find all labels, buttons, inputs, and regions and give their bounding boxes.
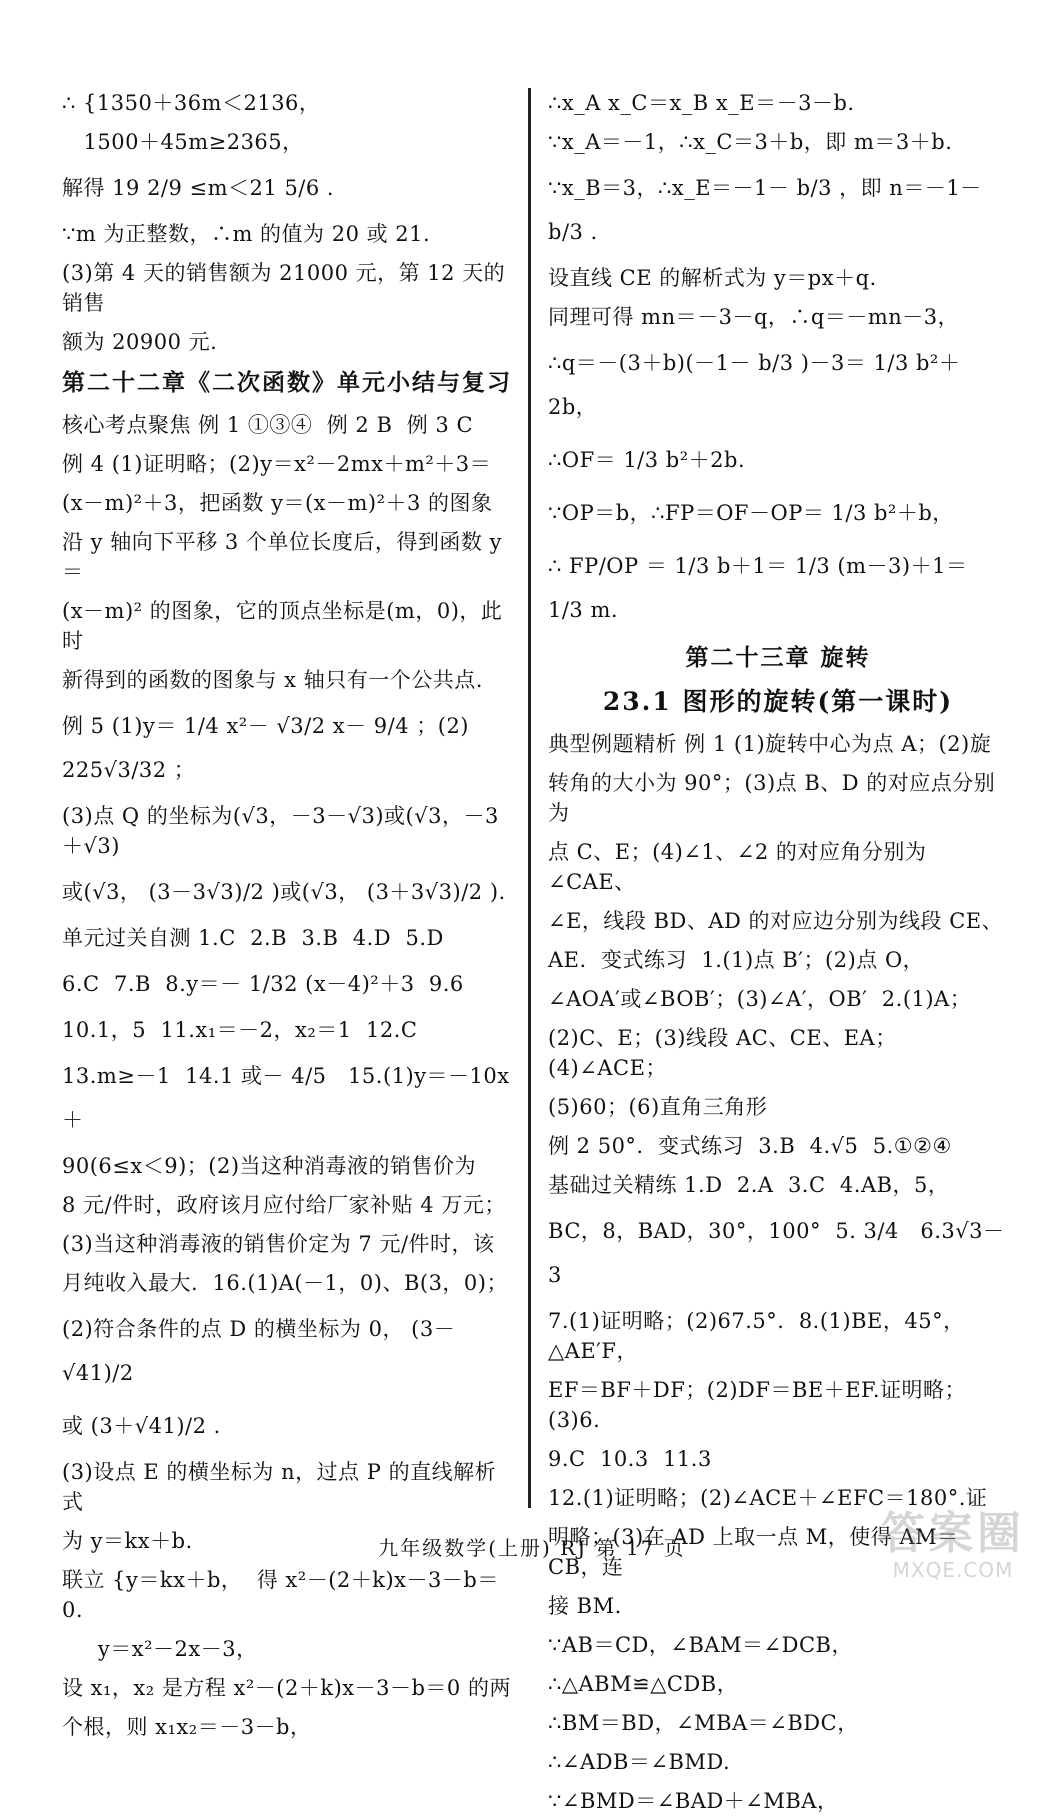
text-line: 转角的大小为 90°；(3)点 B、D 的对应点分别为	[548, 771, 996, 825]
text-line: (2)C、E；(3)线段 AC、CE、EA；(4)∠ACE；	[548, 1026, 897, 1080]
text-line: AE. 变式练习 1.(1)点 B′；(2)点 O，	[548, 948, 925, 972]
text-line: 1500＋45m≥2365，	[62, 130, 304, 154]
watermark-logo	[860, 1510, 1046, 1584]
text-line: ∵∠BMD＝∠BAD＋∠MBA，	[548, 1789, 839, 1813]
text-line: BC，8，BAD，30°，100° 5. 3/4 6.3√3－3	[548, 1219, 1005, 1287]
text-line: ∵OP＝b，∴FP＝OF－OP＝ 1/3 b²＋b，	[548, 501, 954, 525]
text-line: ∴△ABM≌△CDB，	[548, 1672, 739, 1696]
text-line: y＝x²－2x－3，	[62, 1637, 258, 1661]
text-line: 接 BM.	[548, 1594, 622, 1618]
text-line: (x－m)² 的图象，它的顶点坐标是(m，0)，此时	[62, 599, 503, 653]
text-line: 个根，则 x₁x₂＝－3－b，	[62, 1715, 312, 1739]
text-line: 点 C、E；(4)∠1、∠2 的对应角分别为∠CAE、	[548, 840, 927, 894]
text-line: 12.(1)证明略；(2)∠ACE＋∠EFC＝180°.证	[548, 1486, 988, 1510]
watermark-url: MXQE.COM	[892, 1558, 1014, 1582]
text-line: ∴BM＝BD，∠MBA＝∠BDC，	[548, 1711, 859, 1735]
text-line: 6.C 7.B 8.y＝－ 1/32 (x－4)²＋3 9.6	[62, 972, 464, 996]
text-line: 核心考点聚焦 例 1 ①③④ 例 2 B 例 3 C	[62, 413, 474, 437]
text-line: 明略；(3)在 AD 上取一点 M，使得 AM＝CB，连	[548, 1525, 959, 1579]
text-line: ∴x_A x_C＝x_B x_E＝－3－b.	[548, 91, 855, 115]
page-footer: 九年级数学(上册) RJ 第 17 页	[378, 1536, 686, 1560]
text-line: 13.m≥－1 14.1 或－ 4/5 15.(1)y＝－10x＋	[62, 1064, 510, 1132]
text-line: 9.C 10.3 11.3	[548, 1447, 712, 1471]
text-line: (2)符合条件的点 D 的横坐标为 0， (3－√41)/2	[62, 1317, 456, 1385]
text-line: ∴ FP/OP ＝ 1/3 b＋1＝ 1/3 (m－3)＋1＝ 1/3 m.	[548, 554, 975, 622]
text-line: (3)设点 E 的横坐标为 n，过点 P 的直线解析式	[62, 1460, 497, 1514]
text-line: (3)点 Q 的坐标为(√3，－3－√3)或(√3，－3＋√3)	[62, 804, 499, 858]
text-line: 或 (3＋√41)/2 .	[62, 1414, 221, 1438]
text-line: 90(6≤x＜9)；(2)当这种消毒液的销售价为	[62, 1154, 477, 1178]
text-line: 额为 20900 元.	[62, 330, 218, 354]
text-line: 例 4 (1)证明略；(2)y＝x²－2mx＋m²＋3＝	[62, 452, 492, 476]
text-line: ∴OF＝ 1/3 b²＋2b.	[548, 448, 746, 472]
text-line: ∴∠ADB＝∠BMD.	[548, 1750, 731, 1774]
text-line: ∠E，线段 BD、AD 的对应边分别为线段 CE、	[548, 909, 1004, 933]
text-line: ∵x_A＝－1，∴x_C＝3＋b，即 m＝3＋b.	[548, 130, 953, 154]
text-line: 沿 y 轴向下平移 3 个单位长度后，得到函数 y＝	[62, 530, 502, 584]
text-line: 8 元/件时，政府该月应付给厂家补贴 4 万元；	[62, 1193, 506, 1217]
text-line: EF＝BF＋DF；(2)DF＝BE＋EF.证明略；(3)6.	[548, 1378, 967, 1432]
watermark-text: 答案圈	[881, 1508, 1025, 1559]
text-line: 10.1，5 11.x₁＝－2，x₂＝1 12.C	[62, 1018, 418, 1042]
section-heading: 23.1 图形的旋转(第一课时)	[602, 687, 954, 716]
text-line: 为 y＝kx＋b.	[62, 1529, 193, 1553]
section-heading: 第二十二章《二次函数》单元小结与复习	[62, 369, 512, 396]
text-line: ∵AB＝CD，∠BAM＝∠DCB，	[548, 1633, 853, 1657]
text-line: 月纯收入最大. 16.(1)A(－1，0)、B(3，0)；	[62, 1271, 508, 1295]
text-line: 典型例题精析 例 1 (1)旋转中心为点 A；(2)旋	[548, 732, 992, 756]
text-line: ∵m 为正整数，∴m 的值为 20 或 21.	[62, 222, 431, 246]
text-line: (x－m)²＋3，把函数 y＝(x－m)²＋3 的图象	[62, 491, 493, 515]
text-line: 同理可得 mn＝－3－q，∴q＝－mn－3，	[548, 305, 960, 329]
text-line: 解得 19 2/9 ≤m＜21 5/6 .	[62, 176, 335, 200]
text-line: (3)当这种消毒液的销售价定为 7 元/件时，该	[62, 1232, 495, 1256]
text-line: (5)60；(6)直角三角形	[548, 1095, 768, 1119]
text-line: ∴ {1350＋36m＜2136，	[62, 91, 321, 115]
text-line: 设直线 CE 的解析式为 y＝px＋q.	[548, 266, 877, 290]
text-line: 例 5 (1)y＝ 1/4 x²－ √3/2 x－ 9/4 ；(2) 225√3/32 ；	[62, 714, 477, 782]
text-line: 7.(1)证明略；(2)67.5°. 8.(1)BE，45°，△AE′F，	[548, 1309, 965, 1363]
text-line: 例 2 50°. 变式练习 3.B 4.√5 5.①②④	[548, 1134, 952, 1158]
text-line: 基础过关精练 1.D 2.A 3.C 4.AB，5，	[548, 1173, 950, 1197]
text-line: (3)第 4 天的销售额为 21000 元，第 12 天的销售	[62, 261, 506, 315]
left-column	[62, 88, 517, 1739]
text-line: 单元过关自测 1.C 2.B 3.B 4.D 5.D	[62, 926, 444, 950]
text-line: 新得到的函数的图象与 x 轴只有一个公共点.	[62, 668, 483, 692]
text-line: ∴q＝－(3＋b)(－1－ b/3 )－3＝ 1/3 b²＋2b，	[548, 351, 961, 419]
text-line: 联立 {y＝kx＋b， 得 x²－(2＋k)x－3－b＝0.	[62, 1568, 499, 1622]
text-line: 设 x₁，x₂ 是方程 x²－(2＋k)x－3－b＝0 的两	[62, 1676, 511, 1700]
text-line: 或(√3， (3－3√3)/2 )或(√3， (3＋3√3)/2 ).	[62, 880, 506, 904]
text-line: ∵x_B＝3，∴x_E＝－1－ b/3 ，即 n＝－1－ b/3 .	[548, 176, 989, 244]
section-heading: 第二十三章 旋转	[685, 644, 871, 671]
text-line: ∠AOA′或∠BOB′；(3)∠A′，OB′ 2.(1)A；	[548, 987, 972, 1011]
column-divider	[528, 88, 531, 1508]
